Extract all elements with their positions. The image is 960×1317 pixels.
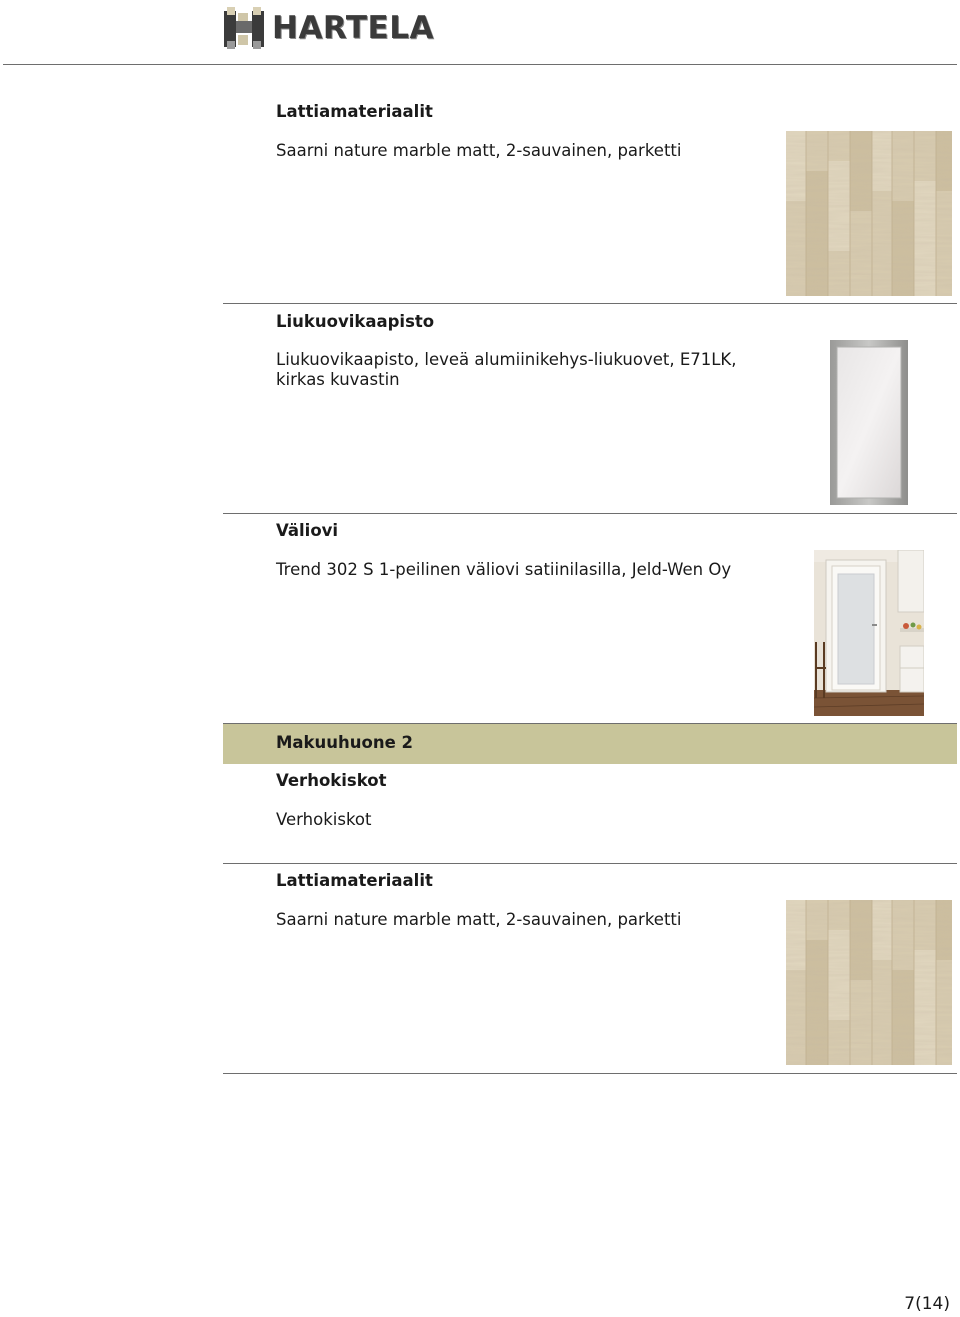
section-category: Verhokiskot	[276, 771, 387, 790]
section-description: Liukuovikaapisto, leveä alumiinikehys-liukuovet, E71LK, kirkas kuvastin	[276, 350, 737, 389]
section-description: Saarni nature marble matt, 2-sauvainen, parketti	[276, 141, 682, 160]
section-category: Liukuovikaapisto	[276, 312, 435, 331]
page-number: 7(14)	[904, 1294, 950, 1314]
header-divider	[3, 64, 957, 65]
section-divider	[223, 863, 957, 864]
hartela-logo	[222, 3, 437, 53]
section-divider	[223, 1073, 957, 1074]
hartela-logo-icon	[222, 5, 266, 51]
mirror-door-image	[830, 340, 908, 505]
section-divider	[223, 303, 957, 304]
wood-floor-image	[786, 900, 952, 1065]
section-description: Verhokiskot	[276, 810, 372, 829]
section-category: Lattiamateriaalit	[276, 102, 433, 121]
section-divider	[223, 513, 957, 514]
interior-door-image	[814, 550, 924, 716]
wood-floor-image	[786, 131, 952, 296]
logo-wordmark: HARTELA	[272, 10, 434, 46]
section-description: Trend 302 S 1-peilinen väliovi satiinilasilla, Jeld-Wen Oy	[276, 560, 732, 579]
room-title: Makuuhuone 2	[276, 733, 414, 752]
section-category: Väliovi	[276, 521, 339, 540]
section-category: Lattiamateriaalit	[276, 871, 433, 890]
section-description: Saarni nature marble matt, 2-sauvainen, parketti	[276, 910, 682, 929]
